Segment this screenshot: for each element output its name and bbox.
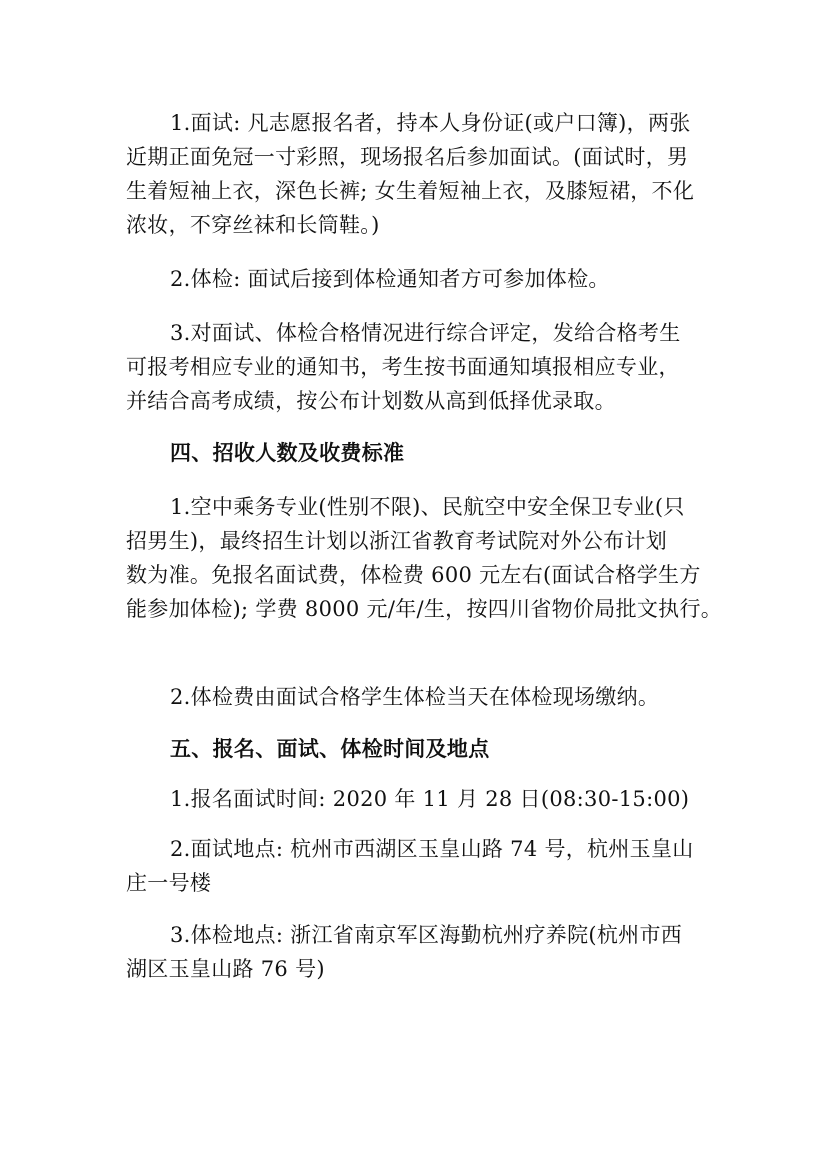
text-line: 2.体检: 面试后接到体检通知者方可参加体检。 <box>170 267 610 291</box>
text-line: 生着短袖上衣，深色长裤; 女生着短袖上衣，及膝短裙，不化 <box>126 179 695 203</box>
text-line: 湖区玉皇山路 76 号) <box>126 957 325 981</box>
text-line: 招男生)，最终招生计划以浙江省教育考试院对外公布计划 <box>126 529 667 553</box>
paragraph-physical-exam <box>126 262 712 296</box>
paragraph-interview-location <box>126 832 712 900</box>
text-line: 1.面试: 凡志愿报名者，持本人身份证(或户口簿)，两张 <box>170 111 691 135</box>
text-line: 3.体检地点: 浙江省南京军区海勤杭州疗养院(杭州市西 <box>170 923 683 947</box>
section-heading: 五、报名、面试、体检时间及地点 <box>170 736 490 761</box>
section-heading-schedule <box>126 732 712 766</box>
text-line: 3.对面试、体检合格情况进行综合评定，发给合格考生 <box>170 321 681 345</box>
paragraph-exam-location <box>126 918 712 986</box>
text-line: 数为准。免报名面试费，体检费 600 元左右(面试合格学生方 <box>126 563 701 587</box>
text-line: 并结合高考成绩，按公布计划数从高到低择优录取。 <box>126 389 616 413</box>
paragraph-enrollment-fees <box>126 490 723 626</box>
text-line: 能参加体检); 学费 8000 元/年/生，按四川省物价局批文执行。 <box>126 597 723 621</box>
text-line: 可报考相应专业的通知书，考生按书面通知填报相应专业， <box>126 355 680 379</box>
text-line: 1.报名面试时间: 2020 年 11 月 28 日(08:30-15:00) <box>170 787 690 811</box>
text-line: 浓妆，不穿丝袜和长筒鞋。) <box>126 213 380 237</box>
text-line: 近期正面免冠一寸彩照，现场报名后参加面试。(面试时，男 <box>126 145 689 169</box>
text-line: 1.空中乘务专业(性别不限)、民航空中安全保卫专业(只 <box>170 495 685 519</box>
paragraph-evaluation <box>126 316 712 418</box>
section-heading-enrollment <box>126 436 712 470</box>
paragraph-exam-fee <box>126 680 712 714</box>
paragraph-registration-time <box>126 782 712 816</box>
section-heading: 四、招收人数及收费标准 <box>170 440 405 465</box>
paragraph-interview <box>126 106 712 242</box>
text-line: 庄一号楼 <box>126 871 212 895</box>
text-line: 2.面试地点: 杭州市西湖区玉皇山路 74 号，杭州玉皇山 <box>170 837 694 861</box>
text-line: 2.体检费由面试合格学生体检当天在体检现场缴纳。 <box>170 685 660 709</box>
